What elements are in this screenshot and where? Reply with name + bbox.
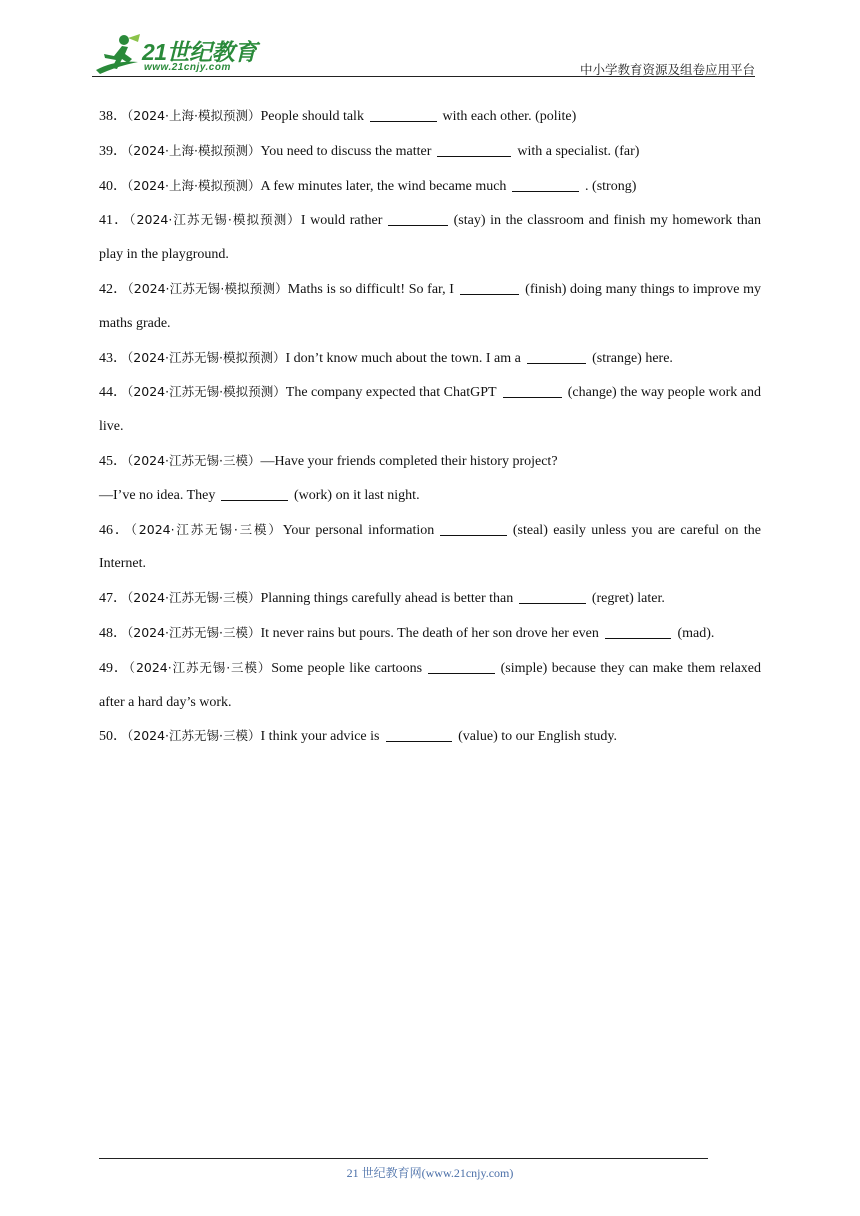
page-header	[92, 28, 755, 80]
question-text: Maths is so difficult! So far, I	[287, 281, 454, 297]
question-number: 42．	[99, 281, 128, 297]
question-number: 38．	[99, 109, 127, 124]
question-item	[99, 272, 761, 341]
question-item	[99, 134, 761, 169]
question-source: （2024·江苏无锡·三模）	[127, 728, 261, 744]
question-item	[99, 581, 761, 616]
question-hint: with a specialist. (far)	[517, 143, 640, 159]
answer-blank[interactable]	[512, 177, 579, 192]
question-text: People should talk	[260, 109, 364, 124]
question-hint: (steal) easily unless you are careful on the Internet.	[99, 522, 761, 572]
answer-blank[interactable]	[437, 142, 511, 157]
question-source: （2024·江苏无锡·三模）	[127, 452, 261, 468]
question-text: I would rather	[300, 213, 383, 229]
answer-blank[interactable]	[503, 383, 562, 398]
question-source: （2024·江苏无锡·模拟预测）	[127, 349, 286, 365]
answer-blank[interactable]	[386, 727, 453, 742]
question-item	[99, 203, 761, 272]
question-source: （2024·江苏无锡·三模）	[127, 624, 261, 640]
answer-blank[interactable]	[388, 211, 447, 226]
question-source: （2024·上海·模拟预测）	[127, 108, 261, 123]
question-text: Some people like cartoons	[271, 660, 423, 676]
question-source: （2024·江苏无锡·三模）	[130, 521, 283, 537]
page-footer[interactable]: 21 世纪教育网(www.21cnjy.com)	[346, 1166, 514, 1180]
question-text: It never rains but pours. The death of her son drove her even	[260, 625, 599, 641]
question-hint: . (strong)	[585, 178, 637, 194]
site-logo[interactable]	[92, 32, 262, 76]
header-tagline: 中小学教育资源及组卷应用平台	[579, 62, 755, 77]
question-number: 44．	[99, 385, 128, 401]
question-source: （2024·江苏无锡·三模）	[128, 659, 272, 675]
question-text: Planning things carefully ahead is better than	[260, 591, 514, 607]
question-item	[99, 341, 761, 376]
question-number: 40．	[99, 178, 127, 194]
question-hint: (mad).	[677, 625, 715, 641]
question-text: I think your advice is	[260, 729, 380, 745]
logo-subtext: www.21cnjy.com	[144, 62, 231, 73]
question-source: （2024·江苏无锡·模拟预测）	[127, 384, 286, 400]
question-source: （2024·江苏无锡·模拟预测）	[129, 212, 301, 228]
question-text: I don’t know much about the town. I am a	[285, 350, 521, 366]
question-hint: (work) on it last night.	[293, 487, 420, 503]
answer-blank[interactable]	[527, 349, 586, 364]
question-hint: (stay) in the classroom and finish my homework than play in the playground.	[99, 213, 762, 263]
answer-blank[interactable]	[519, 589, 586, 604]
answer-blank[interactable]	[460, 280, 519, 295]
question-number: 50．	[99, 729, 127, 745]
question-text-line2: —I’ve no idea. They	[99, 487, 216, 503]
answer-blank[interactable]	[440, 521, 507, 536]
question-item	[99, 651, 761, 720]
question-item	[99, 719, 761, 754]
runner-logo-icon	[92, 32, 142, 76]
question-text: A few minutes later, the wind became much	[260, 178, 507, 194]
question-item	[99, 616, 761, 651]
question-text: You need to discuss the matter	[260, 143, 432, 159]
question-number: 43．	[99, 350, 127, 366]
question-hint: (simple) because they can make them relaxed after a hard day’s work.	[99, 660, 761, 710]
question-item	[99, 169, 761, 204]
question-hint: (regret) later.	[591, 591, 665, 607]
answer-blank[interactable]	[370, 107, 437, 122]
question-number: 46．	[99, 522, 131, 538]
question-hint: with each other. (polite)	[442, 109, 577, 124]
question-source: （2024·江苏无锡·三模）	[127, 590, 261, 606]
question-hint: (finish) doing many things to improve my maths grade.	[99, 281, 762, 331]
question-source: （2024·上海·模拟预测）	[127, 142, 261, 158]
question-text: —Have your friends completed their history project?	[260, 453, 558, 469]
question-number: 48．	[99, 625, 127, 641]
header-divider	[92, 76, 755, 77]
answer-blank[interactable]	[428, 659, 495, 674]
question-number: 41．	[99, 213, 130, 229]
question-text: Your personal information	[282, 522, 435, 538]
question-number: 45．	[99, 453, 127, 469]
question-hint: (change) the way people work and live.	[99, 385, 762, 435]
question-number: 39．	[99, 143, 127, 159]
question-number: 49．	[99, 660, 129, 676]
question-list	[99, 99, 761, 754]
question-item	[99, 444, 761, 513]
question-hint: (strange) here.	[592, 350, 673, 366]
question-hint: (value) to our English study.	[458, 729, 617, 745]
question-text: The company expected that ChatGPT	[285, 385, 497, 401]
answer-blank[interactable]	[221, 486, 288, 501]
answer-blank[interactable]	[605, 624, 672, 639]
question-item	[99, 375, 761, 444]
question-source: （2024·江苏无锡·模拟预测）	[127, 280, 288, 296]
logo-text: 21世纪教育	[142, 39, 257, 65]
footer-divider	[99, 1158, 708, 1159]
question-source: （2024·上海·模拟预测）	[127, 177, 261, 193]
question-number: 47．	[99, 591, 127, 607]
question-item	[99, 513, 761, 582]
question-item	[99, 99, 761, 134]
